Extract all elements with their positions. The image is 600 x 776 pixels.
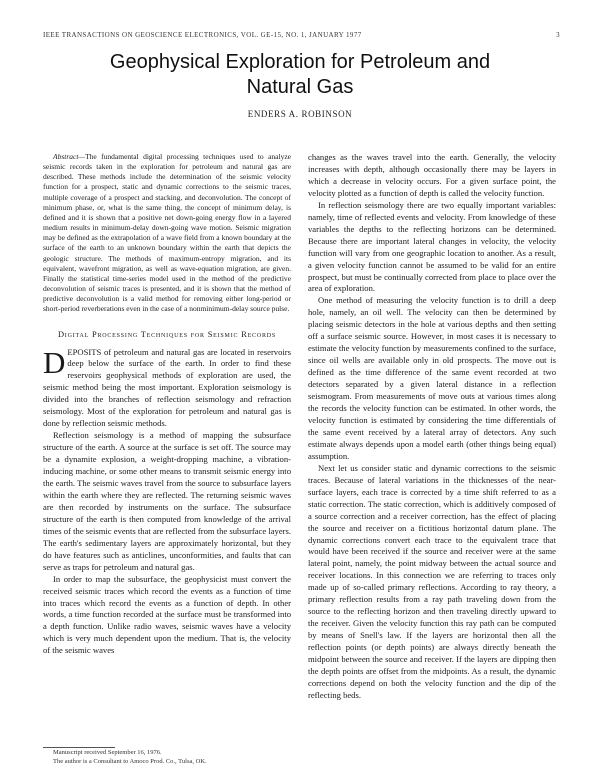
title-line-2: Natural Gas (246, 76, 354, 98)
footnote-received: Manuscript received September 16, 1976. (53, 749, 162, 756)
author-name: ENDERS A. ROBINSON (247, 109, 353, 119)
footnote-affiliation: The author is a Consultant to Amoco Prod. Co., Tulsa, OK. (53, 757, 207, 765)
drop-cap: D (43, 344, 66, 380)
footnote-rule (43, 747, 115, 748)
body-paragraph-6: One method of measuring the velocity function is to drill a deep hole, namely, an oil well. The velocity can then be determined by placing seismic detectors in the hole at various depths and then setting off a surface seismic source. However, in most cases it is necessary to estimate the velocity function by measurements confined to the surface, since oil wells are available only in old prospects. The move out is defined as the time difference of the same event recorded at two detectors separated by a given lateral distance in a reflection seismogram. From measurements of move outs at various times along the records the velocity function can be estimated. In other words, the velocity function is estimated by considering the time differentials of the same event received by a lateral array of detectors. Any such estimate always depends upon a model earth (other things being equal) assumption. (308, 295, 556, 461)
footnotes (43, 749, 291, 767)
section-heading: Digital Processing Techniques for Seismic Records (57, 329, 277, 339)
abstract (43, 152, 291, 315)
paragraph-1-text: EPOSITS of petroleum and natural gas are located in reservoirs deep below the surface of the earth. In order to find these reservoirs geophysical methods of exploration are used, the seismic method being the most important. Exploration seismology is divided into the branches of reflection seismology and refraction seismology. Most of the exploration for petroleum and natural gas is done by reflection seismic methods. (43, 346, 291, 429)
page-number: 3 (556, 31, 560, 39)
right-column (308, 152, 556, 702)
body-paragraph-5: In reflection seismology there are two equally important variables: namely, time of reflected events and velocity. From knowledge of these variables the depths to the reflecting horizons can be determined. Because there are important lateral changes in velocity, the velocity function will vary from one geographic location to another. As a result, a given velocity function cannot be assumed to be valid for an entire prospect, but must be continually corrected from place to place over the area of exploration. (308, 199, 556, 294)
abstract-text: The fundamental digital processing techniques used to analyze seismic records taken in the exploration for petroleum and natural gas are described. These methods include the determination of the seismic velocity function for a prospect, static and dynamic corrections to the seismic traces, multiple coverage of a prospect and stacking, and deconvolution. The concept of minimum phase, or, what is the same thing, the concept of minimum delay, is defined and it is shown that a positive net down-going energy flow in a layered medium results in minimum-delay down-going wave motion. Seismic migration may be defined as the extrapolation of a wave field from a known boundary at the surface of the earth to an unknown boundary within the earth that depicts the geologic structure. The methods of maximum-entropy migration, and its equivalent, wavefront migration, as well as wave-equation migration, are given. Finally the statistical time-series model used in the method of the predictive deconvolution of seismic traces is presented, and it is shown that the method of predictive deconvolution is a valid method for removing either long-period or short-period reverberations even in the case of a nonminimum-delay source pulse. (43, 152, 291, 314)
body-paragraph-2: Reflection seismology is a method of mapping the subsurface structure of the earth. A source at the surface is set off. The source may be a dynamite explosion, a weight-dropping machine, a vibration-inducing machine, or some other means to transmit seismic energy into the earth. The seismic waves travel from the source to subsurface layers within the earth where they are reflected. The returning seismic waves are then recorded by instruments on the surface. The subsurface structure of the earth is then computed from knowledge of the arrival times of the seismic events that are reflected from the subsurface layers. The earth's sedimentary layers are approximately horizontal, but they do have features such as anticlines, unconformities, and faults that can serve as traps for petroleum and natural gas. (43, 430, 291, 572)
abstract-label: Abstract— (53, 152, 86, 161)
running-header (43, 31, 560, 39)
body-paragraph-4: changes as the waves travel into the earth. Generally, the velocity increases with depth, although occasionally there may be layers in which a decrease in velocity occurs. For a given surface point, the velocity plotted as a function of depth is called the velocity function. (308, 152, 556, 198)
title-line-1: Geophysical Exploration for Petroleum and (109, 51, 491, 73)
body-paragraph-7: Next let us consider static and dynamic corrections to the seismic traces. Because of lateral variations in the thicknesses of the near-surface layers, each trace is corrected by a time shift referred to as a static correction. The static correction, which is additively composed of a source correction and a receiver correction, has the effect of placing the source and receiver on a fictitious horizontal datum plane. The dynamic corrections convert each trace to the equivalent trace that would have been received if the source and receiver were at the same lateral point, namely, the point midway between the actual source and receiver locations. In this connection we are referring to traces only made up of so-called primary reflections. According to ray theory, a primary reflection results from a ray path traveling down from the source to the reflecting horizon and then traveling directly upward to the receiver. Given the velocity function this ray path can be computed by means of Snell's law. If the layers are horizontal then all the reflection points (or depth points) are always directly beneath the midpoint between the source and receiver. If the layers are dipping then the depth points are offset from the midpoints. As a result, the dynamic corrections depend on both the velocity function and the dip of the reflecting beds. (308, 462, 556, 700)
left-column (43, 152, 291, 657)
paper-title (0, 50, 600, 100)
journal-citation: IEEE TRANSACTIONS ON GEOSCIENCE ELECTRONICS, VOL. GE-15, NO. 1, JANUARY 1977 (43, 31, 362, 39)
body-paragraph-3: In order to map the subsurface, the geophysicist must convert the received seismic traces which record the events as a function of time into traces which record the events as a function of depth. In other words, a time function recorded at the surface must be transformed into a depth function. Unlike radio waves, seismic waves have a velocity which is very much dependent upon the medium. That is, the velocity of the seismic waves (43, 573, 291, 656)
body-paragraph-1 (43, 344, 291, 431)
